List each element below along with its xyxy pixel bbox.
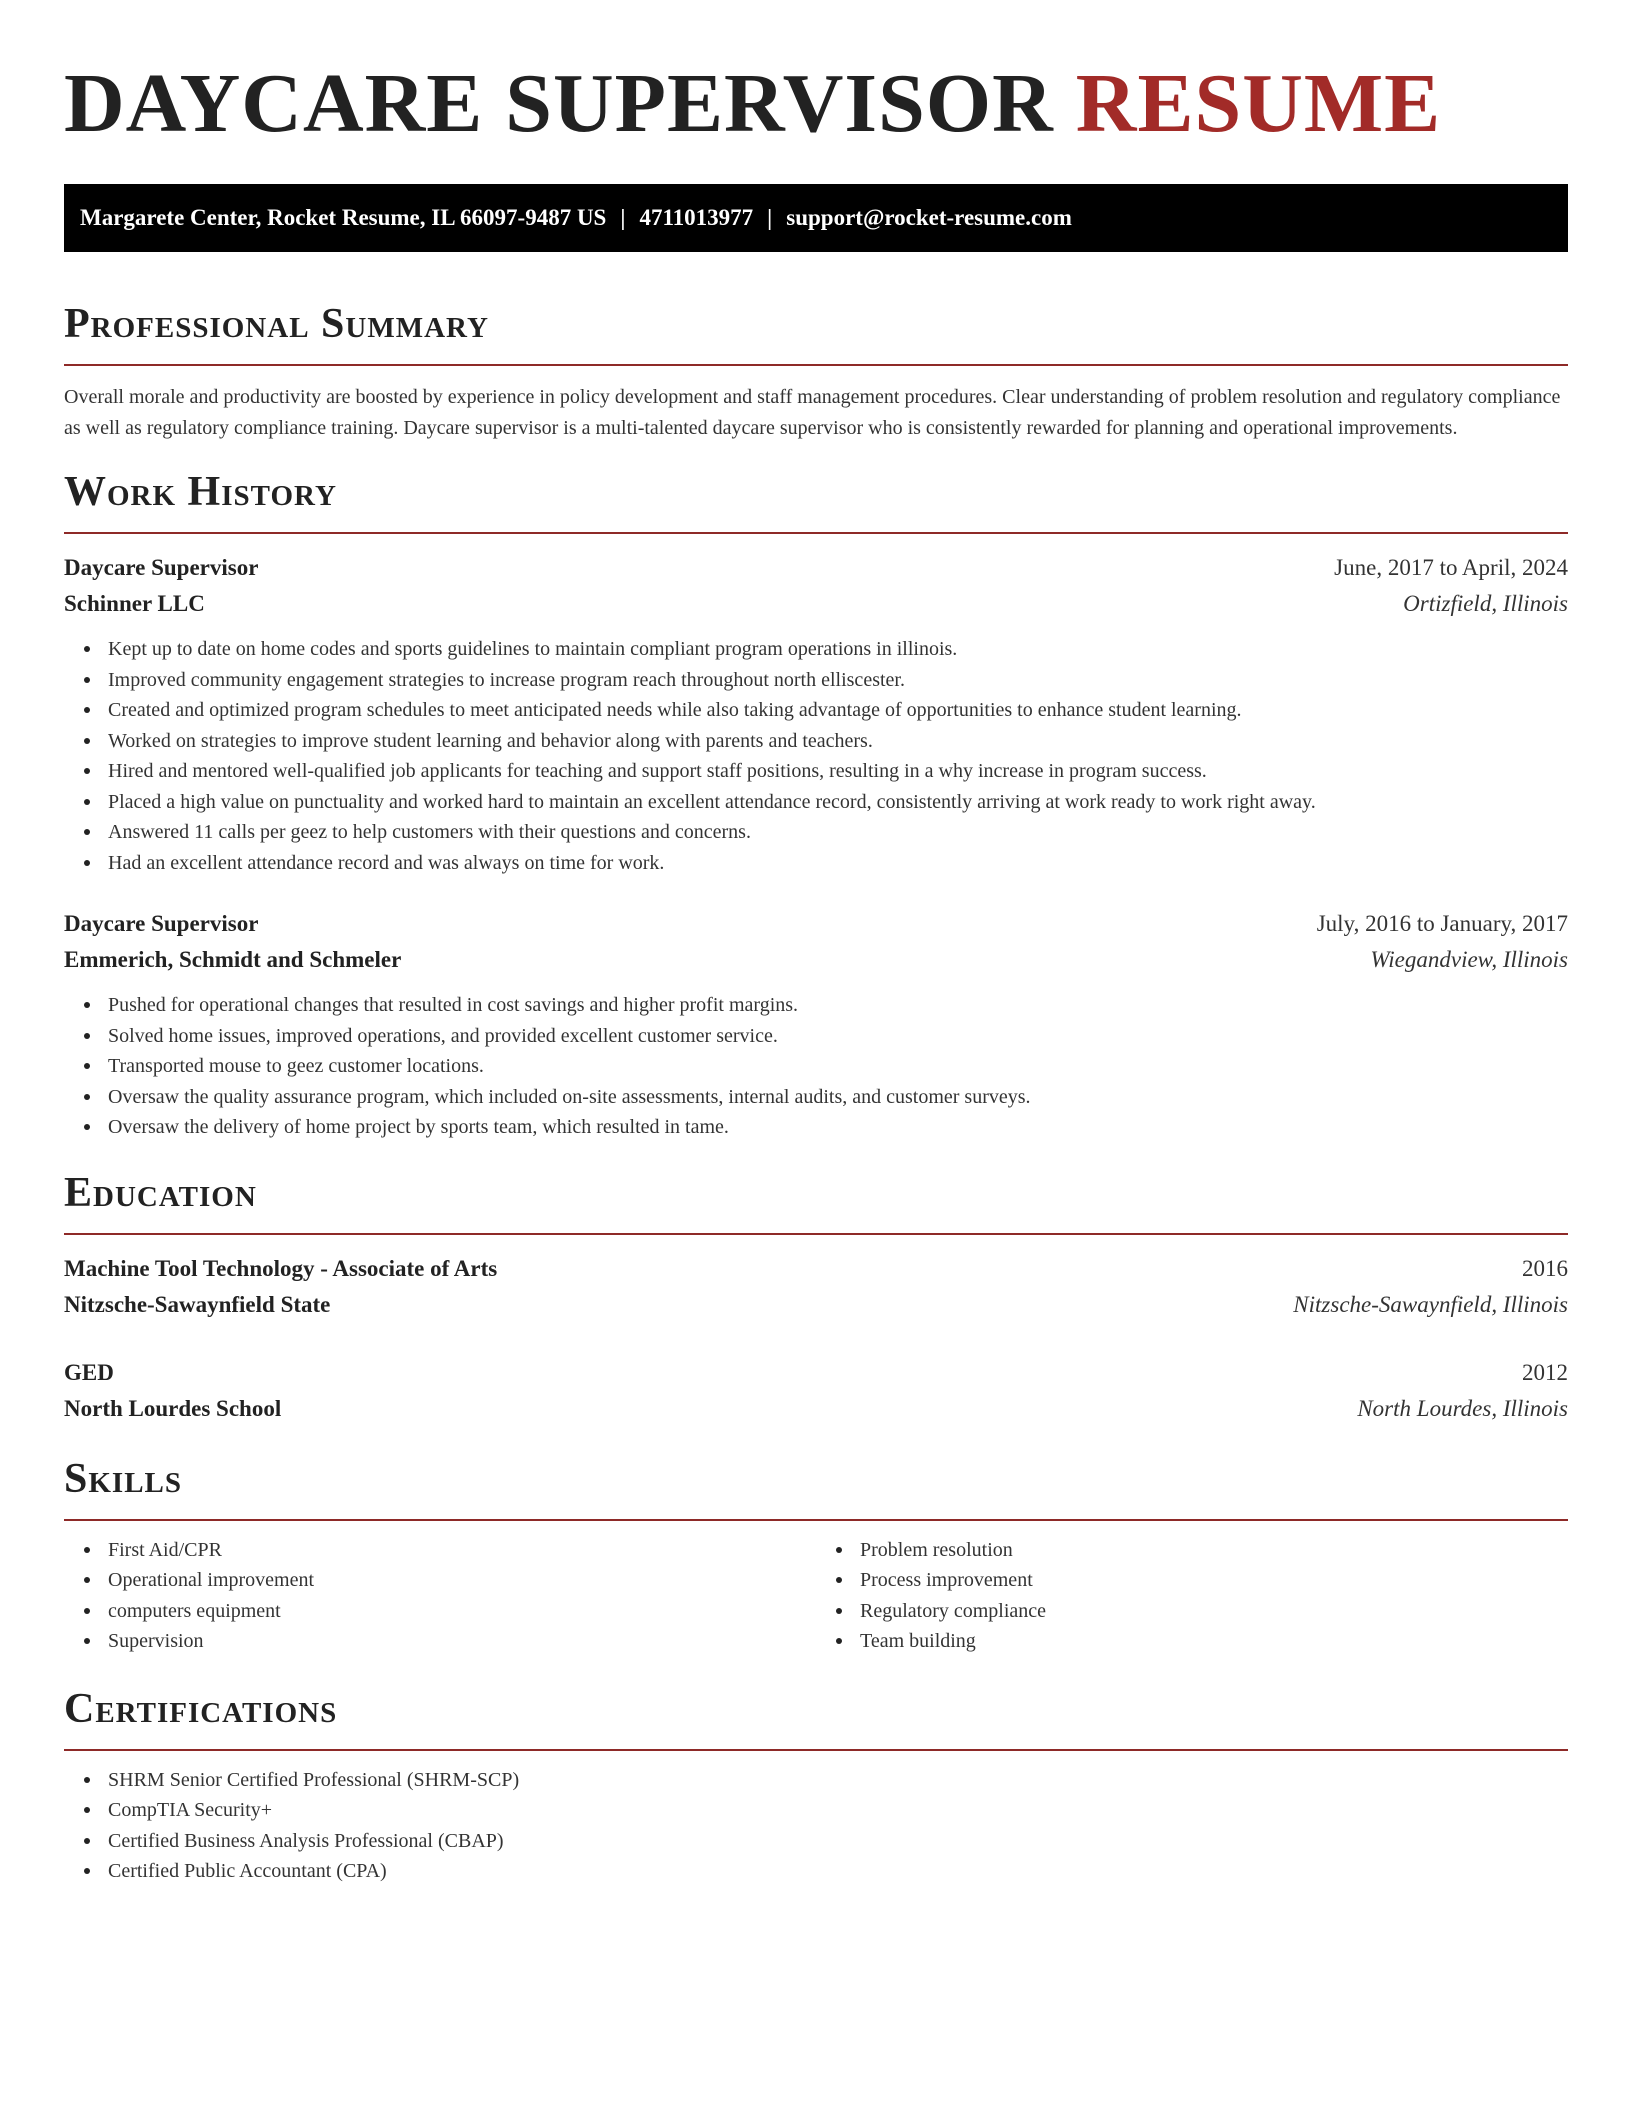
education-year: 2016 xyxy=(1522,1255,1568,1281)
contact-separator: | xyxy=(767,205,773,230)
contact-phone: 4711013977 xyxy=(639,205,754,230)
list-item: computers equipment xyxy=(108,1596,816,1627)
section-divider xyxy=(64,364,1568,366)
list-item: Transported mouse to geez customer locations. xyxy=(108,1051,1568,1082)
certifications-heading: Certifications xyxy=(64,1685,338,1732)
education-row xyxy=(64,1251,1568,1287)
education-location: North Lourdes, Illinois xyxy=(1357,1395,1568,1421)
list-item: Solved home issues, improved operations, and provided excellent customer service. xyxy=(108,1021,1568,1052)
education-row xyxy=(64,1391,1568,1427)
list-item: Team building xyxy=(860,1626,1568,1657)
certifications-list xyxy=(64,1765,1568,1887)
summary-section xyxy=(64,298,1568,444)
list-item: Answered 11 calls per geez to help customers with their questions and concerns. xyxy=(108,817,1568,848)
education-section xyxy=(64,1167,1568,1427)
skills-grid xyxy=(64,1535,1568,1657)
education-entry xyxy=(64,1251,1568,1323)
education-location: Nitzsche-Sawaynfield, Illinois xyxy=(1293,1291,1568,1317)
education-degree: GED xyxy=(64,1359,114,1385)
job-bullets xyxy=(64,990,1568,1143)
job-row xyxy=(64,550,1568,586)
list-item: Problem resolution xyxy=(860,1535,1568,1566)
list-item: Certified Public Accountant (CPA) xyxy=(108,1856,1568,1887)
contact-bar xyxy=(64,184,1568,252)
list-item: Improved community engagement strategies to increase program reach throughout north elliscester. xyxy=(108,665,1568,696)
list-item: First Aid/CPR xyxy=(108,1535,816,1566)
job-title: Daycare Supervisor xyxy=(64,555,259,580)
skills-list-left xyxy=(64,1535,816,1657)
list-item: Worked on strategies to improve student learning and behavior along with parents and teachers. xyxy=(108,726,1568,757)
education-row xyxy=(64,1355,1568,1391)
section-divider xyxy=(64,1749,1568,1751)
certifications-section xyxy=(64,1683,1568,1887)
job-company: Schinner LLC xyxy=(64,591,205,616)
job-row xyxy=(64,942,1568,978)
list-item: Hired and mentored well-qualified job applicants for teaching and support staff positions, resulting in a why increase in program success. xyxy=(108,756,1568,787)
education-row xyxy=(64,1287,1568,1323)
list-item: CompTIA Security+ xyxy=(108,1795,1568,1826)
contact-email: support@rocket-resume.com xyxy=(786,205,1072,230)
list-item: Oversaw the delivery of home project by sports team, which resulted in tame. xyxy=(108,1112,1568,1143)
list-item: Oversaw the quality assurance program, which included on-site assessments, internal audits, and customer surveys. xyxy=(108,1082,1568,1113)
education-entry xyxy=(64,1355,1568,1427)
skills-heading: Skills xyxy=(64,1455,183,1502)
education-degree: Machine Tool Technology - Associate of Arts xyxy=(64,1255,498,1281)
list-item: Kept up to date on home codes and sports guidelines to maintain compliant program operations in illinois. xyxy=(108,634,1568,665)
job-dates: June, 2017 to April, 2024 xyxy=(1334,555,1568,580)
summary-heading: Professional Summary xyxy=(64,301,489,347)
list-item: SHRM Senior Certified Professional (SHRM-SCP) xyxy=(108,1765,1568,1796)
work-history-heading: Work History xyxy=(64,469,337,515)
contact-separator: | xyxy=(620,205,626,230)
section-divider xyxy=(64,532,1568,534)
skills-list-right xyxy=(816,1535,1568,1657)
work-history-section xyxy=(64,466,1568,1143)
job-company: Emmerich, Schmidt and Schmeler xyxy=(64,947,402,972)
list-item: Placed a high value on punctuality and worked hard to maintain an excellent attendance record, consistently arriving at work ready to work right away. xyxy=(108,787,1568,818)
job-dates: July, 2016 to January, 2017 xyxy=(1316,911,1568,936)
list-item: Process improvement xyxy=(860,1565,1568,1596)
summary-text: Overall morale and productivity are boosted by experience in policy development and staff management procedures. Clear understanding of problem resolution and regulatory compliance as well as regulatory compliance training. Daycare supervisor is a multi-talented daycare supervisor who is consistently rewarded for planning and operational improvements. xyxy=(64,386,1561,439)
list-item: Pushed for operational changes that resulted in cost savings and higher profit margins. xyxy=(108,990,1568,1021)
list-item: Supervision xyxy=(108,1626,816,1657)
job-entry xyxy=(64,550,1568,878)
section-divider xyxy=(64,1519,1568,1521)
title-accent: RESUME xyxy=(1075,57,1442,150)
job-row xyxy=(64,906,1568,942)
skills-section xyxy=(64,1453,1568,1657)
section-divider xyxy=(64,1233,1568,1235)
job-entry xyxy=(64,906,1568,1143)
list-item: Had an excellent attendance record and was always on time for work. xyxy=(108,848,1568,879)
job-location: Ortizfield, Illinois xyxy=(1403,591,1568,616)
list-item: Regulatory compliance xyxy=(860,1596,1568,1627)
education-school: North Lourdes School xyxy=(64,1395,282,1421)
education-heading: Education xyxy=(64,1169,257,1216)
title-main: DAYCARE SUPERVISOR xyxy=(64,57,1054,150)
education-school: Nitzsche-Sawaynfield State xyxy=(64,1291,331,1317)
job-bullets xyxy=(64,634,1568,878)
job-row xyxy=(64,586,1568,622)
list-item: Operational improvement xyxy=(108,1565,816,1596)
resume-title xyxy=(64,0,1568,152)
education-year: 2012 xyxy=(1522,1359,1568,1385)
list-item: Created and optimized program schedules to meet anticipated needs while also taking advantage of opportunities to enhance student learning. xyxy=(108,695,1568,726)
job-location: Wiegandview, Illinois xyxy=(1370,947,1568,972)
list-item: Certified Business Analysis Professional (CBAP) xyxy=(108,1826,1568,1857)
job-title: Daycare Supervisor xyxy=(64,911,259,936)
contact-address: Margarete Center, Rocket Resume, IL 66097-9487 US xyxy=(80,205,607,230)
